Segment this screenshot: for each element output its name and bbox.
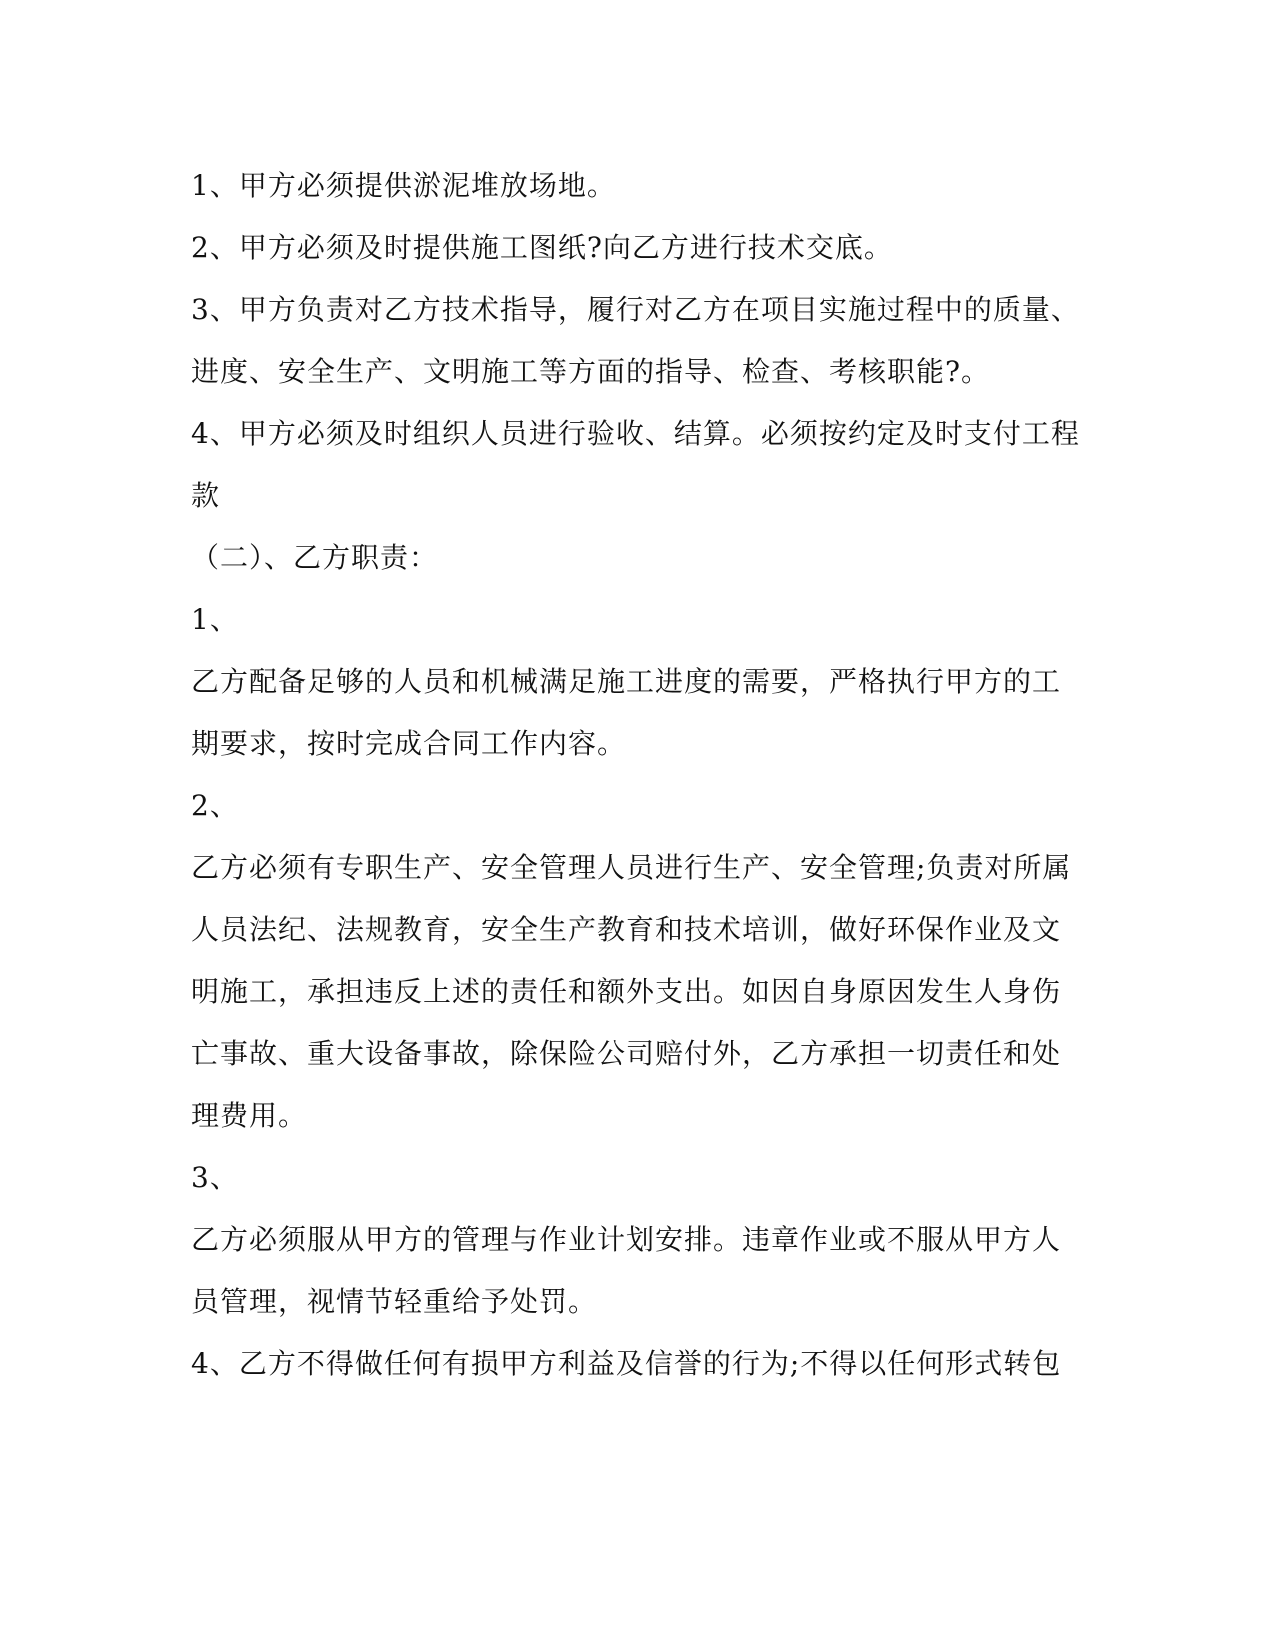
clause-b4-line1: 4、乙方不得做任何有损甲方利益及信誉的行为;不得以任何形式转包 [191,1347,1062,1380]
clause-b3-number: 3、 [191,1161,239,1194]
clause-a2: 2、甲方必须及时提供施工图纸?向乙方进行技术交底。 [191,231,893,264]
clause-a3-line1: 3、甲方负责对乙方技术指导，履行对乙方在项目实施过程中的质量、 [191,293,1080,326]
clause-a1: 1、甲方必须提供淤泥堆放场地。 [191,169,616,202]
clause-a4-line2: 款 [191,479,221,512]
clause-b2-line3: 明施工，承担违反上述的责任和额外支出。如因自身原因发生人身伤 [191,975,1062,1008]
clause-a4-line1: 4、甲方必须及时组织人员进行验收、结算。必须按约定及时支付工程 [191,417,1080,450]
section-heading-party-b: （二）、乙方职责： [191,541,439,574]
clause-b1-line1: 乙方配备足够的人员和机械满足施工进度的需要，严格执行甲方的工 [191,665,1062,698]
clause-a3-line2: 进度、安全生产、文明施工等方面的指导、检查、考核职能?。 [191,355,991,388]
clause-b1-line2: 期要求，按时完成合同工作内容。 [191,727,627,760]
clause-b3-line1: 乙方必须服从甲方的管理与作业计划安排。违章作业或不服从甲方人 [191,1223,1062,1256]
clause-b2-number: 2、 [191,789,239,822]
clause-b2-line4: 亡事故、重大设备事故，除保险公司赔付外，乙方承担一切责任和处 [191,1037,1062,1070]
clause-b2-line2: 人员法纪、法规教育，安全生产教育和技术培训，做好环保作业及文 [191,913,1062,946]
clause-b2-line1: 乙方必须有专职生产、安全管理人员进行生产、安全管理;负责对所属 [191,851,1072,884]
clause-b1-number: 1、 [191,603,239,636]
clause-b3-line2: 员管理，视情节轻重给予处罚。 [191,1285,598,1318]
clause-b2-line5: 理费用。 [191,1099,308,1132]
